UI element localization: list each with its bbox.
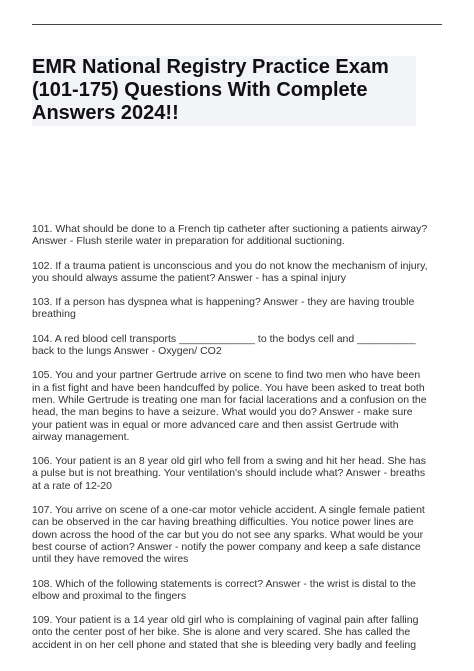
question-103: 103. If a person has dyspnea what is happening? Answer - they are having trouble breathing [32, 296, 415, 321]
question-104: 104. A red blood cell transports _____________ to the bodys cell and __________ back to the lungs Answer - Oxygen/ CO2 [32, 332, 416, 358]
question-101: 101. What should be done to a French tip catheter after suctioning a patients airway? Answer - Flush sterile water in preparation for additional suctioning. [32, 223, 428, 248]
question-109: 109. Your patient is a 14 year old girl who is complaining of vaginal pain after falling onto the center post of her bike. She is alone and very scared. She has called the accident in on her cell phone and stated that she is bleeding very badly and feeling [32, 614, 419, 651]
question-108: 108. Which of the following statements is correct? Answer - the wrist is distal to the elbow and proximal to the fingers [32, 577, 416, 602]
question-102: 102. If a trauma patient is unconscious and you do not know the mechanism of injury, you should always assume the patient? Answer - has a spinal injury [32, 259, 428, 284]
question-106: 106. Your patient is an 8 year old girl who fell from a swing and hit her head. She has a pulse but is not breathing. Your ventilation's should include what? Answer - breaths at a rate of 12-20 [32, 455, 426, 492]
document-title: EMR National Registry Practice Exam (101-175) Questions With Complete Answers 2024!! [32, 56, 389, 124]
question-105: 105. You and your partner Gertrude arrive on scene to find two men who have been in a fist fight and have been handcuffed by police. You have been asked to treat both men. While Gertrude is treating one man for facial lacerations and a confusion on the head, the man begins to have a seizure. What would you do? Answer - make sure your patient was in equal or more advanced care and then assist Gertrude with airway management. [32, 369, 427, 443]
question-list [32, 223, 428, 663]
top-divider [32, 24, 442, 25]
question-107: 107. You arrive on scene of a one-car motor vehicle accident. A single female patient can be observed in the car having breathing difficulties. You notice power lines are down across the hood of the car but you do not see any sparks. What would be your best course of action? Answer - notify the power company and keep a safe distance until they have removed the wires [32, 504, 425, 566]
